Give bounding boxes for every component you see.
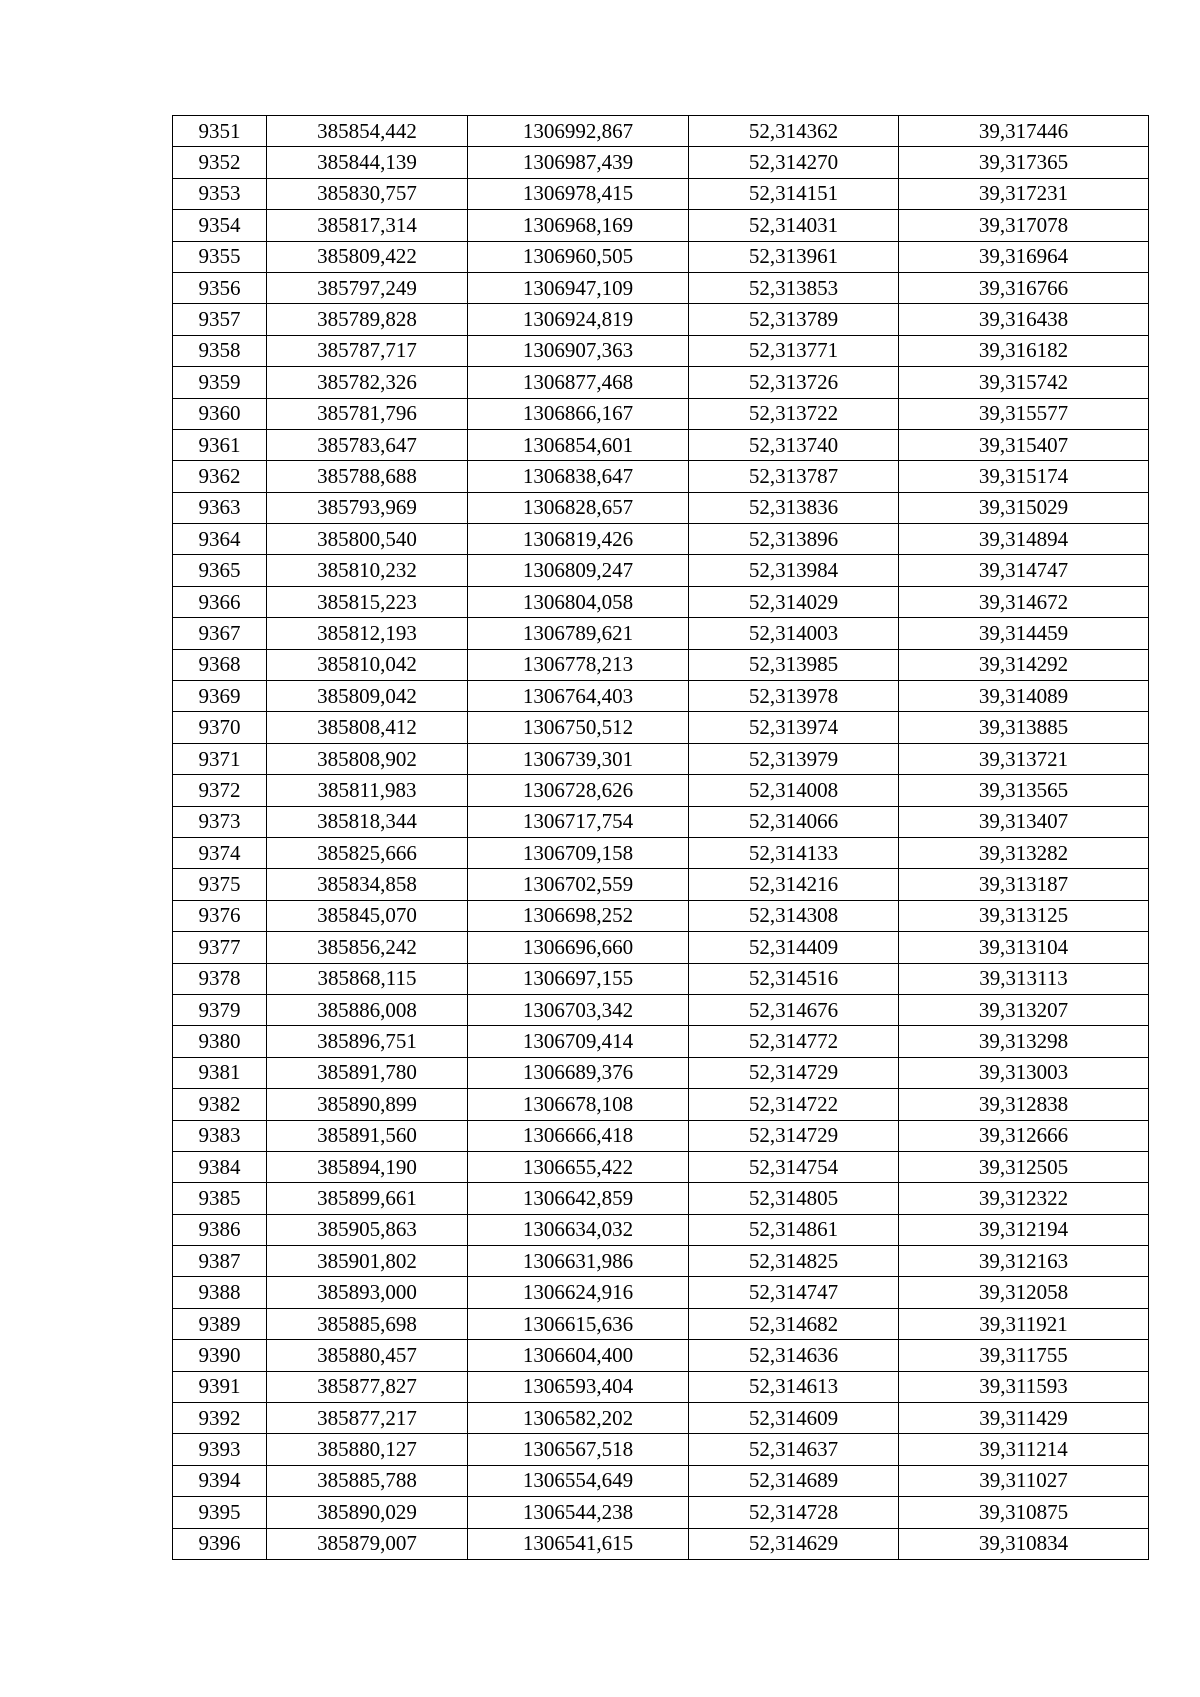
y-coordinate-cell: 1306615,636 (468, 1308, 689, 1339)
point-number-cell: 9351 (173, 116, 267, 147)
x-coordinate-cell: 385812,193 (267, 618, 468, 649)
latitude-cell: 52,314003 (689, 618, 899, 649)
longitude-cell: 39,315407 (899, 429, 1149, 460)
point-number-cell: 9357 (173, 304, 267, 335)
table-row (173, 1434, 1149, 1465)
latitude-cell: 52,314754 (689, 1151, 899, 1182)
x-coordinate-cell: 385844,139 (267, 147, 468, 178)
y-coordinate-cell: 1306624,916 (468, 1277, 689, 1308)
x-coordinate-cell: 385789,828 (267, 304, 468, 335)
x-coordinate-cell: 385809,422 (267, 241, 468, 272)
latitude-cell: 52,314861 (689, 1214, 899, 1245)
x-coordinate-cell: 385896,751 (267, 1026, 468, 1057)
x-coordinate-cell: 385830,757 (267, 178, 468, 209)
y-coordinate-cell: 1306838,647 (468, 461, 689, 492)
latitude-cell: 52,313978 (689, 681, 899, 712)
longitude-cell: 39,315029 (899, 492, 1149, 523)
x-coordinate-cell: 385810,232 (267, 555, 468, 586)
point-number-cell: 9387 (173, 1246, 267, 1277)
x-coordinate-cell: 385781,796 (267, 398, 468, 429)
table-row (173, 1465, 1149, 1496)
x-coordinate-cell: 385845,070 (267, 900, 468, 931)
x-coordinate-cell: 385880,127 (267, 1434, 468, 1465)
latitude-cell: 52,314729 (689, 1120, 899, 1151)
y-coordinate-cell: 1306703,342 (468, 994, 689, 1025)
latitude-cell: 52,314066 (689, 806, 899, 837)
latitude-cell: 52,314216 (689, 869, 899, 900)
x-coordinate-cell: 385810,042 (267, 649, 468, 680)
point-number-cell: 9391 (173, 1371, 267, 1402)
longitude-cell: 39,315174 (899, 461, 1149, 492)
longitude-cell: 39,314292 (899, 649, 1149, 680)
x-coordinate-cell: 385885,698 (267, 1308, 468, 1339)
latitude-cell: 52,314270 (689, 147, 899, 178)
table-row (173, 963, 1149, 994)
y-coordinate-cell: 1306678,108 (468, 1089, 689, 1120)
point-number-cell: 9370 (173, 712, 267, 743)
x-coordinate-cell: 385868,115 (267, 963, 468, 994)
y-coordinate-cell: 1306978,415 (468, 178, 689, 209)
table-row (173, 837, 1149, 868)
y-coordinate-cell: 1306696,660 (468, 932, 689, 963)
table-row (173, 1089, 1149, 1120)
point-number-cell: 9372 (173, 775, 267, 806)
longitude-cell: 39,313003 (899, 1057, 1149, 1088)
longitude-cell: 39,317446 (899, 116, 1149, 147)
longitude-cell: 39,313721 (899, 743, 1149, 774)
longitude-cell: 39,312163 (899, 1246, 1149, 1277)
table-row (173, 1120, 1149, 1151)
latitude-cell: 52,314362 (689, 116, 899, 147)
table-row (173, 147, 1149, 178)
y-coordinate-cell: 1306809,247 (468, 555, 689, 586)
x-coordinate-cell: 385891,560 (267, 1120, 468, 1151)
y-coordinate-cell: 1306789,621 (468, 618, 689, 649)
longitude-cell: 39,311429 (899, 1403, 1149, 1434)
point-number-cell: 9382 (173, 1089, 267, 1120)
longitude-cell: 39,313885 (899, 712, 1149, 743)
x-coordinate-cell: 385808,902 (267, 743, 468, 774)
latitude-cell: 52,314008 (689, 775, 899, 806)
longitude-cell: 39,317231 (899, 178, 1149, 209)
latitude-cell: 52,314133 (689, 837, 899, 868)
x-coordinate-cell: 385905,863 (267, 1214, 468, 1245)
x-coordinate-cell: 385834,858 (267, 869, 468, 900)
y-coordinate-cell: 1306739,301 (468, 743, 689, 774)
y-coordinate-cell: 1306593,404 (468, 1371, 689, 1402)
point-number-cell: 9363 (173, 492, 267, 523)
y-coordinate-cell: 1306544,238 (468, 1497, 689, 1528)
point-number-cell: 9384 (173, 1151, 267, 1182)
latitude-cell: 52,313979 (689, 743, 899, 774)
latitude-cell: 52,313789 (689, 304, 899, 335)
y-coordinate-cell: 1306697,155 (468, 963, 689, 994)
latitude-cell: 52,314805 (689, 1183, 899, 1214)
y-coordinate-cell: 1306987,439 (468, 147, 689, 178)
table-row (173, 492, 1149, 523)
latitude-cell: 52,314613 (689, 1371, 899, 1402)
point-number-cell: 9360 (173, 398, 267, 429)
y-coordinate-cell: 1306689,376 (468, 1057, 689, 1088)
longitude-cell: 39,311755 (899, 1340, 1149, 1371)
table-row (173, 1371, 1149, 1402)
point-number-cell: 9386 (173, 1214, 267, 1245)
y-coordinate-cell: 1306828,657 (468, 492, 689, 523)
latitude-cell: 52,313787 (689, 461, 899, 492)
point-number-cell: 9373 (173, 806, 267, 837)
table-row (173, 241, 1149, 272)
longitude-cell: 39,315742 (899, 367, 1149, 398)
table-row (173, 1528, 1149, 1559)
point-number-cell: 9375 (173, 869, 267, 900)
table-row (173, 461, 1149, 492)
table-row (173, 367, 1149, 398)
point-number-cell: 9356 (173, 272, 267, 303)
y-coordinate-cell: 1306554,649 (468, 1465, 689, 1496)
table-row (173, 932, 1149, 963)
x-coordinate-cell: 385893,000 (267, 1277, 468, 1308)
y-coordinate-cell: 1306750,512 (468, 712, 689, 743)
longitude-cell: 39,312194 (899, 1214, 1149, 1245)
x-coordinate-cell: 385782,326 (267, 367, 468, 398)
coordinates-table-body (173, 116, 1149, 1560)
point-number-cell: 9378 (173, 963, 267, 994)
latitude-cell: 52,314409 (689, 932, 899, 963)
y-coordinate-cell: 1306877,468 (468, 367, 689, 398)
longitude-cell: 39,312666 (899, 1120, 1149, 1151)
point-number-cell: 9364 (173, 524, 267, 555)
table-row (173, 304, 1149, 335)
y-coordinate-cell: 1306728,626 (468, 775, 689, 806)
y-coordinate-cell: 1306631,986 (468, 1246, 689, 1277)
point-number-cell: 9389 (173, 1308, 267, 1339)
point-number-cell: 9361 (173, 429, 267, 460)
point-number-cell: 9355 (173, 241, 267, 272)
latitude-cell: 52,314636 (689, 1340, 899, 1371)
y-coordinate-cell: 1306709,414 (468, 1026, 689, 1057)
point-number-cell: 9393 (173, 1434, 267, 1465)
point-number-cell: 9388 (173, 1277, 267, 1308)
x-coordinate-cell: 385800,540 (267, 524, 468, 555)
x-coordinate-cell: 385811,983 (267, 775, 468, 806)
x-coordinate-cell: 385808,412 (267, 712, 468, 743)
x-coordinate-cell: 385817,314 (267, 210, 468, 241)
y-coordinate-cell: 1306764,403 (468, 681, 689, 712)
point-number-cell: 9377 (173, 932, 267, 963)
table-row (173, 178, 1149, 209)
point-number-cell: 9367 (173, 618, 267, 649)
longitude-cell: 39,313187 (899, 869, 1149, 900)
latitude-cell: 52,314629 (689, 1528, 899, 1559)
table-row (173, 272, 1149, 303)
latitude-cell: 52,314029 (689, 586, 899, 617)
longitude-cell: 39,311593 (899, 1371, 1149, 1402)
y-coordinate-cell: 1306907,363 (468, 335, 689, 366)
point-number-cell: 9396 (173, 1528, 267, 1559)
table-row (173, 524, 1149, 555)
x-coordinate-cell: 385877,827 (267, 1371, 468, 1402)
y-coordinate-cell: 1306541,615 (468, 1528, 689, 1559)
table-row (173, 775, 1149, 806)
x-coordinate-cell: 385877,217 (267, 1403, 468, 1434)
table-row (173, 116, 1149, 147)
longitude-cell: 39,313298 (899, 1026, 1149, 1057)
latitude-cell: 52,313722 (689, 398, 899, 429)
y-coordinate-cell: 1306992,867 (468, 116, 689, 147)
y-coordinate-cell: 1306924,819 (468, 304, 689, 335)
longitude-cell: 39,313125 (899, 900, 1149, 931)
point-number-cell: 9385 (173, 1183, 267, 1214)
latitude-cell: 52,313896 (689, 524, 899, 555)
latitude-cell: 52,313985 (689, 649, 899, 680)
x-coordinate-cell: 385787,717 (267, 335, 468, 366)
table-row (173, 398, 1149, 429)
y-coordinate-cell: 1306582,202 (468, 1403, 689, 1434)
table-row (173, 335, 1149, 366)
latitude-cell: 52,313740 (689, 429, 899, 460)
y-coordinate-cell: 1306717,754 (468, 806, 689, 837)
x-coordinate-cell: 385783,647 (267, 429, 468, 460)
longitude-cell: 39,312058 (899, 1277, 1149, 1308)
point-number-cell: 9366 (173, 586, 267, 617)
longitude-cell: 39,312505 (899, 1151, 1149, 1182)
table-row (173, 1340, 1149, 1371)
table-row (173, 429, 1149, 460)
x-coordinate-cell: 385879,007 (267, 1528, 468, 1559)
latitude-cell: 52,313853 (689, 272, 899, 303)
table-row (173, 1403, 1149, 1434)
table-row (173, 1214, 1149, 1245)
y-coordinate-cell: 1306655,422 (468, 1151, 689, 1182)
y-coordinate-cell: 1306854,601 (468, 429, 689, 460)
table-row (173, 1308, 1149, 1339)
latitude-cell: 52,314747 (689, 1277, 899, 1308)
y-coordinate-cell: 1306947,109 (468, 272, 689, 303)
x-coordinate-cell: 385894,190 (267, 1151, 468, 1182)
y-coordinate-cell: 1306702,559 (468, 869, 689, 900)
x-coordinate-cell: 385854,442 (267, 116, 468, 147)
latitude-cell: 52,314308 (689, 900, 899, 931)
latitude-cell: 52,313984 (689, 555, 899, 586)
x-coordinate-cell: 385825,666 (267, 837, 468, 868)
point-number-cell: 9390 (173, 1340, 267, 1371)
x-coordinate-cell: 385891,780 (267, 1057, 468, 1088)
latitude-cell: 52,314722 (689, 1089, 899, 1120)
y-coordinate-cell: 1306567,518 (468, 1434, 689, 1465)
latitude-cell: 52,314676 (689, 994, 899, 1025)
longitude-cell: 39,314672 (899, 586, 1149, 617)
x-coordinate-cell: 385880,457 (267, 1340, 468, 1371)
table-row (173, 1057, 1149, 1088)
x-coordinate-cell: 385899,661 (267, 1183, 468, 1214)
latitude-cell: 52,313836 (689, 492, 899, 523)
y-coordinate-cell: 1306634,032 (468, 1214, 689, 1245)
longitude-cell: 39,313565 (899, 775, 1149, 806)
point-number-cell: 9359 (173, 367, 267, 398)
longitude-cell: 39,312322 (899, 1183, 1149, 1214)
x-coordinate-cell: 385793,969 (267, 492, 468, 523)
point-number-cell: 9354 (173, 210, 267, 241)
point-number-cell: 9353 (173, 178, 267, 209)
table-row (173, 1026, 1149, 1057)
latitude-cell: 52,314516 (689, 963, 899, 994)
longitude-cell: 39,316182 (899, 335, 1149, 366)
x-coordinate-cell: 385809,042 (267, 681, 468, 712)
y-coordinate-cell: 1306819,426 (468, 524, 689, 555)
y-coordinate-cell: 1306804,058 (468, 586, 689, 617)
table-row (173, 1497, 1149, 1528)
longitude-cell: 39,313104 (899, 932, 1149, 963)
longitude-cell: 39,317365 (899, 147, 1149, 178)
latitude-cell: 52,314772 (689, 1026, 899, 1057)
longitude-cell: 39,317078 (899, 210, 1149, 241)
longitude-cell: 39,311921 (899, 1308, 1149, 1339)
longitude-cell: 39,315577 (899, 398, 1149, 429)
x-coordinate-cell: 385788,688 (267, 461, 468, 492)
longitude-cell: 39,313407 (899, 806, 1149, 837)
latitude-cell: 52,314682 (689, 1308, 899, 1339)
longitude-cell: 39,312838 (899, 1089, 1149, 1120)
y-coordinate-cell: 1306642,859 (468, 1183, 689, 1214)
y-coordinate-cell: 1306709,158 (468, 837, 689, 868)
x-coordinate-cell: 385885,788 (267, 1465, 468, 1496)
longitude-cell: 39,314089 (899, 681, 1149, 712)
latitude-cell: 52,314609 (689, 1403, 899, 1434)
longitude-cell: 39,313282 (899, 837, 1149, 868)
latitude-cell: 52,314729 (689, 1057, 899, 1088)
table-row (173, 900, 1149, 931)
longitude-cell: 39,314894 (899, 524, 1149, 555)
point-number-cell: 9371 (173, 743, 267, 774)
latitude-cell: 52,314825 (689, 1246, 899, 1277)
point-number-cell: 9379 (173, 994, 267, 1025)
longitude-cell: 39,311214 (899, 1434, 1149, 1465)
latitude-cell: 52,313961 (689, 241, 899, 272)
x-coordinate-cell: 385815,223 (267, 586, 468, 617)
table-row (173, 994, 1149, 1025)
latitude-cell: 52,314728 (689, 1497, 899, 1528)
longitude-cell: 39,313113 (899, 963, 1149, 994)
table-row (173, 743, 1149, 774)
latitude-cell: 52,313726 (689, 367, 899, 398)
point-number-cell: 9392 (173, 1403, 267, 1434)
table-row (173, 869, 1149, 900)
longitude-cell: 39,316964 (899, 241, 1149, 272)
coordinates-table (172, 115, 1149, 1560)
longitude-cell: 39,316438 (899, 304, 1149, 335)
y-coordinate-cell: 1306968,169 (468, 210, 689, 241)
y-coordinate-cell: 1306960,505 (468, 241, 689, 272)
x-coordinate-cell: 385818,344 (267, 806, 468, 837)
longitude-cell: 39,310875 (899, 1497, 1149, 1528)
table-row (173, 1277, 1149, 1308)
table-row (173, 618, 1149, 649)
y-coordinate-cell: 1306778,213 (468, 649, 689, 680)
longitude-cell: 39,314459 (899, 618, 1149, 649)
latitude-cell: 52,313771 (689, 335, 899, 366)
point-number-cell: 9369 (173, 681, 267, 712)
y-coordinate-cell: 1306666,418 (468, 1120, 689, 1151)
table-row (173, 210, 1149, 241)
longitude-cell: 39,313207 (899, 994, 1149, 1025)
y-coordinate-cell: 1306604,400 (468, 1340, 689, 1371)
latitude-cell: 52,314637 (689, 1434, 899, 1465)
x-coordinate-cell: 385901,802 (267, 1246, 468, 1277)
y-coordinate-cell: 1306866,167 (468, 398, 689, 429)
point-number-cell: 9376 (173, 900, 267, 931)
table-row (173, 1151, 1149, 1182)
point-number-cell: 9365 (173, 555, 267, 586)
x-coordinate-cell: 385797,249 (267, 272, 468, 303)
table-row (173, 649, 1149, 680)
point-number-cell: 9381 (173, 1057, 267, 1088)
x-coordinate-cell: 385890,899 (267, 1089, 468, 1120)
table-row (173, 586, 1149, 617)
longitude-cell: 39,314747 (899, 555, 1149, 586)
table-row (173, 681, 1149, 712)
latitude-cell: 52,314689 (689, 1465, 899, 1496)
table-row (173, 806, 1149, 837)
table-row (173, 1183, 1149, 1214)
point-number-cell: 9374 (173, 837, 267, 868)
point-number-cell: 9380 (173, 1026, 267, 1057)
table-row (173, 1246, 1149, 1277)
point-number-cell: 9383 (173, 1120, 267, 1151)
longitude-cell: 39,310834 (899, 1528, 1149, 1559)
latitude-cell: 52,314151 (689, 178, 899, 209)
y-coordinate-cell: 1306698,252 (468, 900, 689, 931)
x-coordinate-cell: 385886,008 (267, 994, 468, 1025)
point-number-cell: 9368 (173, 649, 267, 680)
table-row (173, 555, 1149, 586)
point-number-cell: 9352 (173, 147, 267, 178)
point-number-cell: 9395 (173, 1497, 267, 1528)
table-row (173, 712, 1149, 743)
longitude-cell: 39,311027 (899, 1465, 1149, 1496)
x-coordinate-cell: 385856,242 (267, 932, 468, 963)
point-number-cell: 9394 (173, 1465, 267, 1496)
x-coordinate-cell: 385890,029 (267, 1497, 468, 1528)
latitude-cell: 52,314031 (689, 210, 899, 241)
point-number-cell: 9362 (173, 461, 267, 492)
longitude-cell: 39,316766 (899, 272, 1149, 303)
point-number-cell: 9358 (173, 335, 267, 366)
latitude-cell: 52,313974 (689, 712, 899, 743)
